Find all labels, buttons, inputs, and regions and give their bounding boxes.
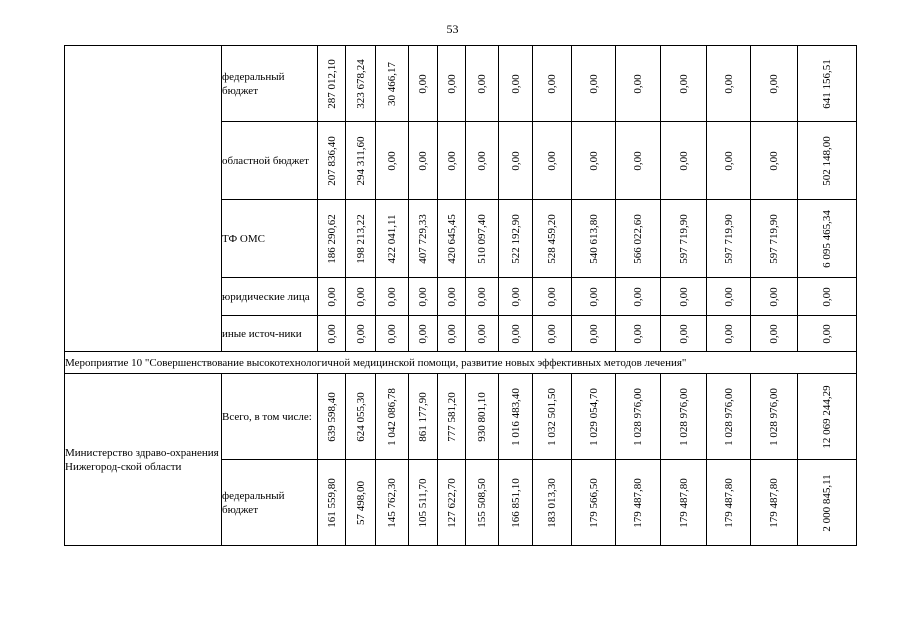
value: 0,00 — [768, 323, 780, 344]
value: 0,00 — [546, 286, 558, 307]
value: 0,00 — [587, 150, 600, 171]
value: 179 487,80 — [677, 477, 690, 528]
value-cell — [499, 46, 533, 122]
funding-source-cell: областной бюджет — [222, 122, 318, 200]
table-row — [65, 46, 857, 122]
value-cell — [438, 200, 466, 278]
value-cell — [409, 278, 438, 316]
value-cell — [376, 46, 409, 122]
funding-source-cell: юридические лица — [222, 278, 318, 316]
value: 1 028 976,00 — [632, 387, 644, 446]
value: 0,00 — [632, 286, 644, 307]
value-cell — [707, 200, 751, 278]
organization-cell: Министерство здраво-охранения Нижегород-ской области — [65, 374, 222, 546]
organization-cell-empty — [65, 46, 222, 352]
value: 0,00 — [417, 286, 429, 307]
value-cell — [438, 316, 466, 352]
value: 323 678,24 — [354, 58, 367, 109]
value: 207 836,40 — [325, 135, 338, 186]
value-cell — [751, 122, 798, 200]
value-cell — [616, 46, 661, 122]
value-cell — [661, 374, 707, 460]
value-cell — [572, 278, 616, 316]
value-cell — [751, 316, 798, 352]
activity-row — [65, 352, 857, 374]
value-cell — [376, 122, 409, 200]
value-cell — [318, 200, 346, 278]
value: 510 097,40 — [476, 213, 488, 264]
value-cell — [346, 46, 376, 122]
value-cell — [661, 122, 707, 200]
value-cell — [616, 374, 661, 460]
value-cell — [438, 122, 466, 200]
value-cell — [572, 316, 616, 352]
value-cell — [409, 316, 438, 352]
value: 0,00 — [546, 323, 558, 344]
value: 0,00 — [476, 150, 488, 171]
value: 0,00 — [722, 73, 735, 94]
value: 186 290,62 — [325, 213, 338, 264]
value-cell — [751, 46, 798, 122]
value-cell — [616, 122, 661, 200]
value-cell — [409, 374, 438, 460]
value: 0,00 — [587, 323, 600, 344]
total-cell — [798, 460, 857, 546]
value: 183 013,30 — [546, 477, 558, 528]
value-cell — [572, 460, 616, 546]
funding-source-cell: Всего, в том числе: — [222, 374, 318, 460]
value-cell — [318, 122, 346, 200]
value-cell — [409, 46, 438, 122]
value: 1 032 501,50 — [546, 387, 558, 446]
value: 0,00 — [476, 286, 488, 307]
value: 0,00 — [677, 73, 690, 94]
value: 0,00 — [445, 150, 458, 171]
value-cell — [376, 316, 409, 352]
value: 287 012,10 — [325, 58, 338, 109]
value: 161 559,80 — [325, 477, 338, 528]
value: 1 042 086,78 — [386, 387, 398, 446]
value-cell — [499, 122, 533, 200]
value-cell — [707, 316, 751, 352]
activity-title: Мероприятие 10 "Совершенствование высокотехнологичной медицинской помощи, развитие новых эффективных методов лечения" — [65, 352, 857, 374]
value-cell — [751, 278, 798, 316]
value-cell — [707, 460, 751, 546]
budget-table — [64, 45, 857, 546]
value: 0,00 — [587, 286, 600, 307]
value: 0,00 — [354, 286, 367, 307]
value-cell — [318, 316, 346, 352]
value-cell — [318, 460, 346, 546]
value-cell — [533, 316, 572, 352]
value: 0,00 — [509, 150, 522, 171]
value-cell — [466, 200, 499, 278]
value: 0,00 — [445, 286, 458, 307]
value-cell — [616, 278, 661, 316]
value: 597 719,90 — [677, 213, 690, 264]
value-cell — [572, 374, 616, 460]
value-cell — [533, 460, 572, 546]
value-cell — [318, 374, 346, 460]
value: 0,00 — [417, 323, 429, 344]
value: 0,00 — [722, 323, 735, 344]
total-cell — [798, 46, 857, 122]
value: 639 598,40 — [325, 391, 338, 442]
value-cell — [499, 200, 533, 278]
value-cell — [751, 374, 798, 460]
value-cell — [376, 278, 409, 316]
value: 0,00 — [677, 323, 690, 344]
value: 0,00 — [354, 323, 367, 344]
value-cell — [616, 460, 661, 546]
value-cell — [661, 200, 707, 278]
value-cell — [318, 46, 346, 122]
value: 597 719,90 — [722, 213, 735, 264]
value-cell — [533, 46, 572, 122]
value: 198 213,22 — [354, 213, 367, 264]
value: 0,00 — [386, 286, 398, 307]
value: 0,00 — [417, 150, 429, 171]
value: 179 487,80 — [632, 477, 644, 528]
value: 0,00 — [546, 150, 558, 171]
page-number: 53 — [446, 22, 459, 36]
total-value: 0,00 — [821, 323, 833, 344]
value-cell — [376, 460, 409, 546]
value-cell — [438, 46, 466, 122]
value: 0,00 — [325, 286, 338, 307]
value: 179 566,50 — [587, 477, 600, 528]
funding-source-cell: ТФ ОМС — [222, 200, 318, 278]
value-cell — [466, 316, 499, 352]
value: 540 613,80 — [587, 213, 600, 264]
funding-source-cell: федеральный бюджет — [222, 460, 318, 546]
value: 30 466,17 — [386, 61, 398, 106]
value: 57 498,00 — [354, 480, 367, 525]
value: 861 177,90 — [417, 391, 429, 442]
total-value: 641 156,51 — [821, 58, 833, 109]
value: 0,00 — [325, 323, 338, 344]
total-value: 2 000 845,11 — [821, 473, 833, 532]
value-cell — [707, 122, 751, 200]
value-cell — [499, 374, 533, 460]
value-cell — [751, 200, 798, 278]
total-cell — [798, 278, 857, 316]
value: 0,00 — [509, 286, 522, 307]
value: 0,00 — [476, 323, 488, 344]
value-cell — [572, 200, 616, 278]
value-cell — [572, 122, 616, 200]
value: 422 041,11 — [386, 213, 398, 264]
value: 0,00 — [632, 323, 644, 344]
value-cell — [346, 200, 376, 278]
value-cell — [533, 122, 572, 200]
value-cell — [466, 460, 499, 546]
total-cell — [798, 316, 857, 352]
funding-source-cell: федеральный бюджет — [222, 46, 318, 122]
value: 1 028 976,00 — [722, 387, 735, 446]
value: 0,00 — [632, 73, 644, 94]
value: 105 511,70 — [417, 477, 429, 528]
value: 522 192,90 — [509, 213, 522, 264]
value-cell — [466, 374, 499, 460]
value-cell — [466, 278, 499, 316]
value-cell — [376, 374, 409, 460]
value: 0,00 — [677, 150, 690, 171]
value-cell — [346, 460, 376, 546]
value: 0,00 — [632, 150, 644, 171]
value-cell — [409, 200, 438, 278]
value: 597 719,90 — [768, 213, 780, 264]
total-value: 0,00 — [821, 286, 833, 307]
value: 407 729,33 — [417, 213, 429, 264]
value: 0,00 — [768, 73, 780, 94]
value-cell — [499, 460, 533, 546]
value-cell — [499, 316, 533, 352]
value: 420 645,45 — [445, 213, 458, 264]
value: 0,00 — [722, 150, 735, 171]
value-cell — [661, 460, 707, 546]
value: 0,00 — [722, 286, 735, 307]
funding-source-cell: иные источ-ники — [222, 316, 318, 352]
value-cell — [499, 278, 533, 316]
value: 145 762,30 — [386, 477, 398, 528]
value-cell — [616, 316, 661, 352]
value-cell — [438, 374, 466, 460]
value-cell — [438, 460, 466, 546]
value-cell — [466, 122, 499, 200]
value-cell — [707, 374, 751, 460]
value-cell — [616, 200, 661, 278]
total-value: 6 095 465,34 — [821, 209, 833, 268]
value-cell — [466, 46, 499, 122]
value: 1 016 483,40 — [509, 387, 522, 446]
value: 179 487,80 — [722, 477, 735, 528]
value-cell — [409, 460, 438, 546]
value: 1 028 976,00 — [677, 387, 690, 446]
value: 0,00 — [546, 73, 558, 94]
value-cell — [707, 46, 751, 122]
value: 0,00 — [768, 286, 780, 307]
total-value: 502 148,00 — [821, 135, 833, 186]
value: 0,00 — [509, 323, 522, 344]
value-cell — [346, 278, 376, 316]
value-cell — [533, 278, 572, 316]
value-cell — [707, 278, 751, 316]
value: 127 622,70 — [445, 477, 458, 528]
value: 930 801,10 — [476, 391, 488, 442]
value: 777 581,20 — [445, 391, 458, 442]
value-cell — [572, 46, 616, 122]
value-cell — [438, 278, 466, 316]
value-cell — [661, 278, 707, 316]
value-cell — [346, 122, 376, 200]
value: 0,00 — [445, 73, 458, 94]
value: 0,00 — [509, 73, 522, 94]
value-cell — [533, 374, 572, 460]
total-value: 12 069 244,29 — [821, 384, 833, 449]
value: 166 851,10 — [509, 477, 522, 528]
value: 1 029 054,70 — [587, 387, 600, 446]
total-cell — [798, 122, 857, 200]
value: 0,00 — [768, 150, 780, 171]
value-cell — [661, 46, 707, 122]
total-cell — [798, 200, 857, 278]
value: 0,00 — [386, 323, 398, 344]
value: 294 311,60 — [354, 135, 367, 186]
value: 624 055,30 — [354, 391, 367, 442]
value: 1 028 976,00 — [768, 387, 780, 446]
value: 0,00 — [587, 73, 600, 94]
value-cell — [346, 316, 376, 352]
value-cell — [661, 316, 707, 352]
value: 566 022,60 — [632, 213, 644, 264]
value: 179 487,80 — [768, 477, 780, 528]
value-cell — [376, 200, 409, 278]
value: 0,00 — [445, 323, 458, 344]
value-cell — [751, 460, 798, 546]
table-row — [65, 374, 857, 460]
value: 0,00 — [386, 150, 398, 171]
value-cell — [409, 122, 438, 200]
value-cell — [346, 374, 376, 460]
value-cell — [533, 200, 572, 278]
value: 528 459,20 — [546, 213, 558, 264]
total-cell — [798, 374, 857, 460]
value: 0,00 — [476, 73, 488, 94]
value: 155 508,50 — [476, 477, 488, 528]
value: 0,00 — [677, 286, 690, 307]
value-cell — [318, 278, 346, 316]
value: 0,00 — [417, 73, 429, 94]
